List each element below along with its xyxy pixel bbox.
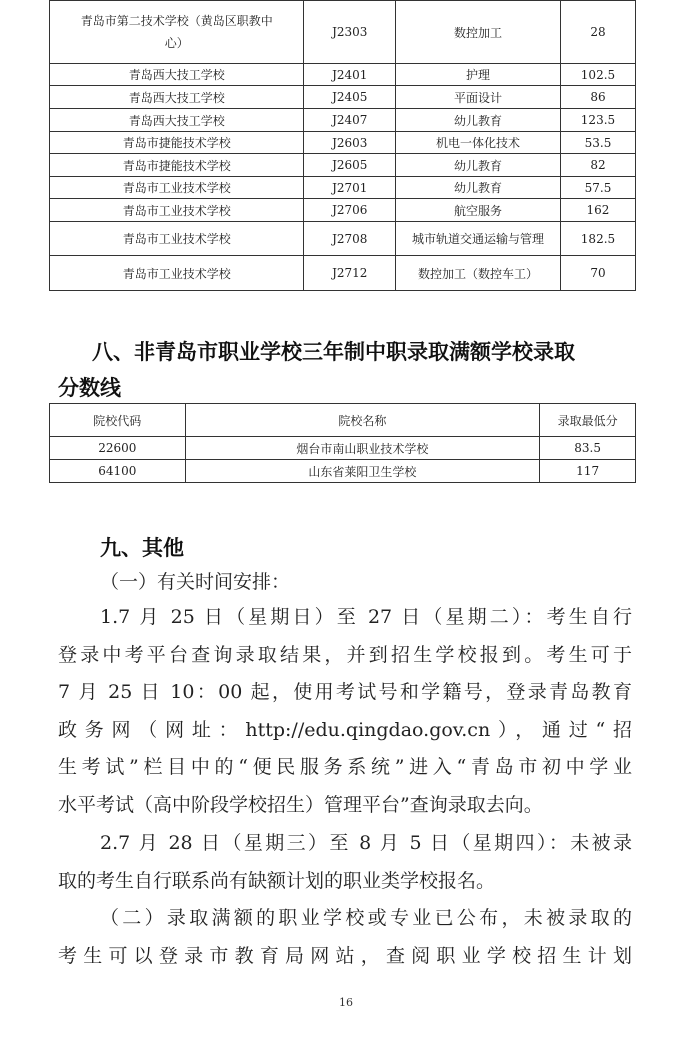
section-8-title-line1: 八、非青岛市职业学校三年制中职录取满额学校录取 bbox=[92, 340, 575, 364]
admission-score-table-continued bbox=[49, 0, 636, 291]
paragraph-line: （二）录取满额的职业学校或专业已公布，未被录取的 bbox=[100, 907, 632, 929]
major-name-cell: 航空服务 bbox=[396, 199, 561, 222]
school-name-cell: 山东省莱阳卫生学校 bbox=[185, 460, 540, 483]
school-name-cell: 青岛市工业技术学校 bbox=[50, 222, 304, 256]
table-row bbox=[50, 437, 636, 460]
column-header-name: 院校名称 bbox=[185, 404, 540, 437]
major-name-cell: 机电一体化技术 bbox=[396, 132, 561, 154]
subsection-1-title: （一）有关时间安排： bbox=[100, 571, 291, 593]
min-score-cell: 162 bbox=[560, 199, 635, 222]
school-name-cell: 青岛市第二技术学校（黄岛区职教中心） bbox=[50, 1, 304, 64]
table-row bbox=[50, 256, 636, 291]
paragraph-1 bbox=[58, 599, 632, 825]
major-code-cell: J2712 bbox=[304, 256, 396, 291]
school-code-cell: 22600 bbox=[50, 437, 186, 460]
paragraph-line: 生考试”栏目中的“便民服务系统”进入“青岛市初中学业 bbox=[58, 756, 632, 779]
major-name-cell: 平面设计 bbox=[396, 86, 561, 109]
major-name-cell: 护理 bbox=[396, 64, 561, 86]
min-score-cell: 70 bbox=[560, 256, 635, 291]
major-name-cell: 幼儿教育 bbox=[396, 154, 561, 177]
school-code-cell: 64100 bbox=[50, 460, 186, 483]
table-row bbox=[50, 1, 636, 64]
full-quota-school-table bbox=[49, 403, 636, 483]
major-code-cell: J2303 bbox=[304, 1, 396, 64]
paragraph-line: 7 月 25 日 10：00 起，使用考试号和学籍号，登录青岛教育 bbox=[58, 681, 632, 704]
paragraph-line: 考生可以登录市教育局网站，查阅职业学校招生计划 bbox=[58, 944, 632, 967]
table-row bbox=[50, 86, 636, 109]
school-name-cell: 青岛西大技工学校 bbox=[50, 109, 304, 132]
section-8-title-line2: 分数线 bbox=[58, 376, 121, 400]
major-name-cell: 幼儿教育 bbox=[396, 109, 561, 132]
paragraph-3 bbox=[58, 900, 632, 975]
column-header-code: 院校代码 bbox=[50, 404, 186, 437]
table-row bbox=[50, 132, 636, 154]
major-name-cell: 城市轨道交通运输与管理 bbox=[396, 222, 561, 256]
school-name-cell: 青岛市工业技术学校 bbox=[50, 177, 304, 199]
major-code-cell: J2701 bbox=[304, 177, 396, 199]
min-score-cell: 83.5 bbox=[540, 437, 636, 460]
paragraph-line: 水平考试（高中阶段学校招生）管理平台”查询录取去向。 bbox=[58, 793, 543, 816]
major-code-cell: J2405 bbox=[304, 86, 396, 109]
major-code-cell: J2706 bbox=[304, 199, 396, 222]
major-name-cell: 数控加工 bbox=[396, 1, 561, 64]
table-row bbox=[50, 460, 636, 483]
paragraph-line: 政务网（网址：http://edu.qingdao.gov.cn），通过“招 bbox=[58, 718, 632, 741]
table-header-row bbox=[50, 404, 636, 437]
school-name-cell: 烟台市南山职业技术学校 bbox=[185, 437, 540, 460]
table-row bbox=[50, 199, 636, 222]
paragraph-line: 1.7 月 25 日（星期日）至 27 日（星期二）：考生自行 bbox=[100, 606, 632, 628]
table-row bbox=[50, 177, 636, 199]
major-code-cell: J2401 bbox=[304, 64, 396, 86]
major-code-cell: J2708 bbox=[304, 222, 396, 256]
major-code-cell: J2603 bbox=[304, 132, 396, 154]
major-name-cell: 幼儿教育 bbox=[396, 177, 561, 199]
school-name-cell: 青岛市捷能技术学校 bbox=[50, 132, 304, 154]
page-number: 16 bbox=[339, 996, 353, 1009]
column-header-score: 录取最低分 bbox=[540, 404, 636, 437]
paragraph-line: 2.7 月 28 日（星期三）至 8 月 5 日（星期四）：未被录 bbox=[100, 832, 632, 854]
min-score-cell: 117 bbox=[540, 460, 636, 483]
school-name-cell: 青岛市工业技术学校 bbox=[50, 256, 304, 291]
min-score-cell: 102.5 bbox=[560, 64, 635, 86]
major-code-cell: J2407 bbox=[304, 109, 396, 132]
min-score-cell: 57.5 bbox=[560, 177, 635, 199]
min-score-cell: 123.5 bbox=[560, 109, 635, 132]
school-name-cell: 青岛市捷能技术学校 bbox=[50, 154, 304, 177]
table-row bbox=[50, 109, 636, 132]
school-name-cell: 青岛市工业技术学校 bbox=[50, 199, 304, 222]
school-name-cell: 青岛西大技工学校 bbox=[50, 64, 304, 86]
min-score-cell: 28 bbox=[560, 1, 635, 64]
school-name-cell: 青岛西大技工学校 bbox=[50, 86, 304, 109]
min-score-cell: 86 bbox=[560, 86, 635, 109]
min-score-cell: 182.5 bbox=[560, 222, 635, 256]
paragraph-2 bbox=[58, 825, 632, 900]
paragraph-line: 取的考生自行联系尚有缺额计划的职业类学校报名。 bbox=[58, 869, 496, 892]
paragraph-line: 登录中考平台查询录取结果，并到招生学校报到。考生可于 bbox=[58, 643, 632, 666]
table-row bbox=[50, 222, 636, 256]
table-row bbox=[50, 64, 636, 86]
min-score-cell: 53.5 bbox=[560, 132, 635, 154]
section-9-title: 九、其他 bbox=[100, 536, 184, 560]
table-row bbox=[50, 154, 636, 177]
major-code-cell: J2605 bbox=[304, 154, 396, 177]
min-score-cell: 82 bbox=[560, 154, 635, 177]
major-name-cell: 数控加工（数控车工） bbox=[396, 256, 561, 291]
